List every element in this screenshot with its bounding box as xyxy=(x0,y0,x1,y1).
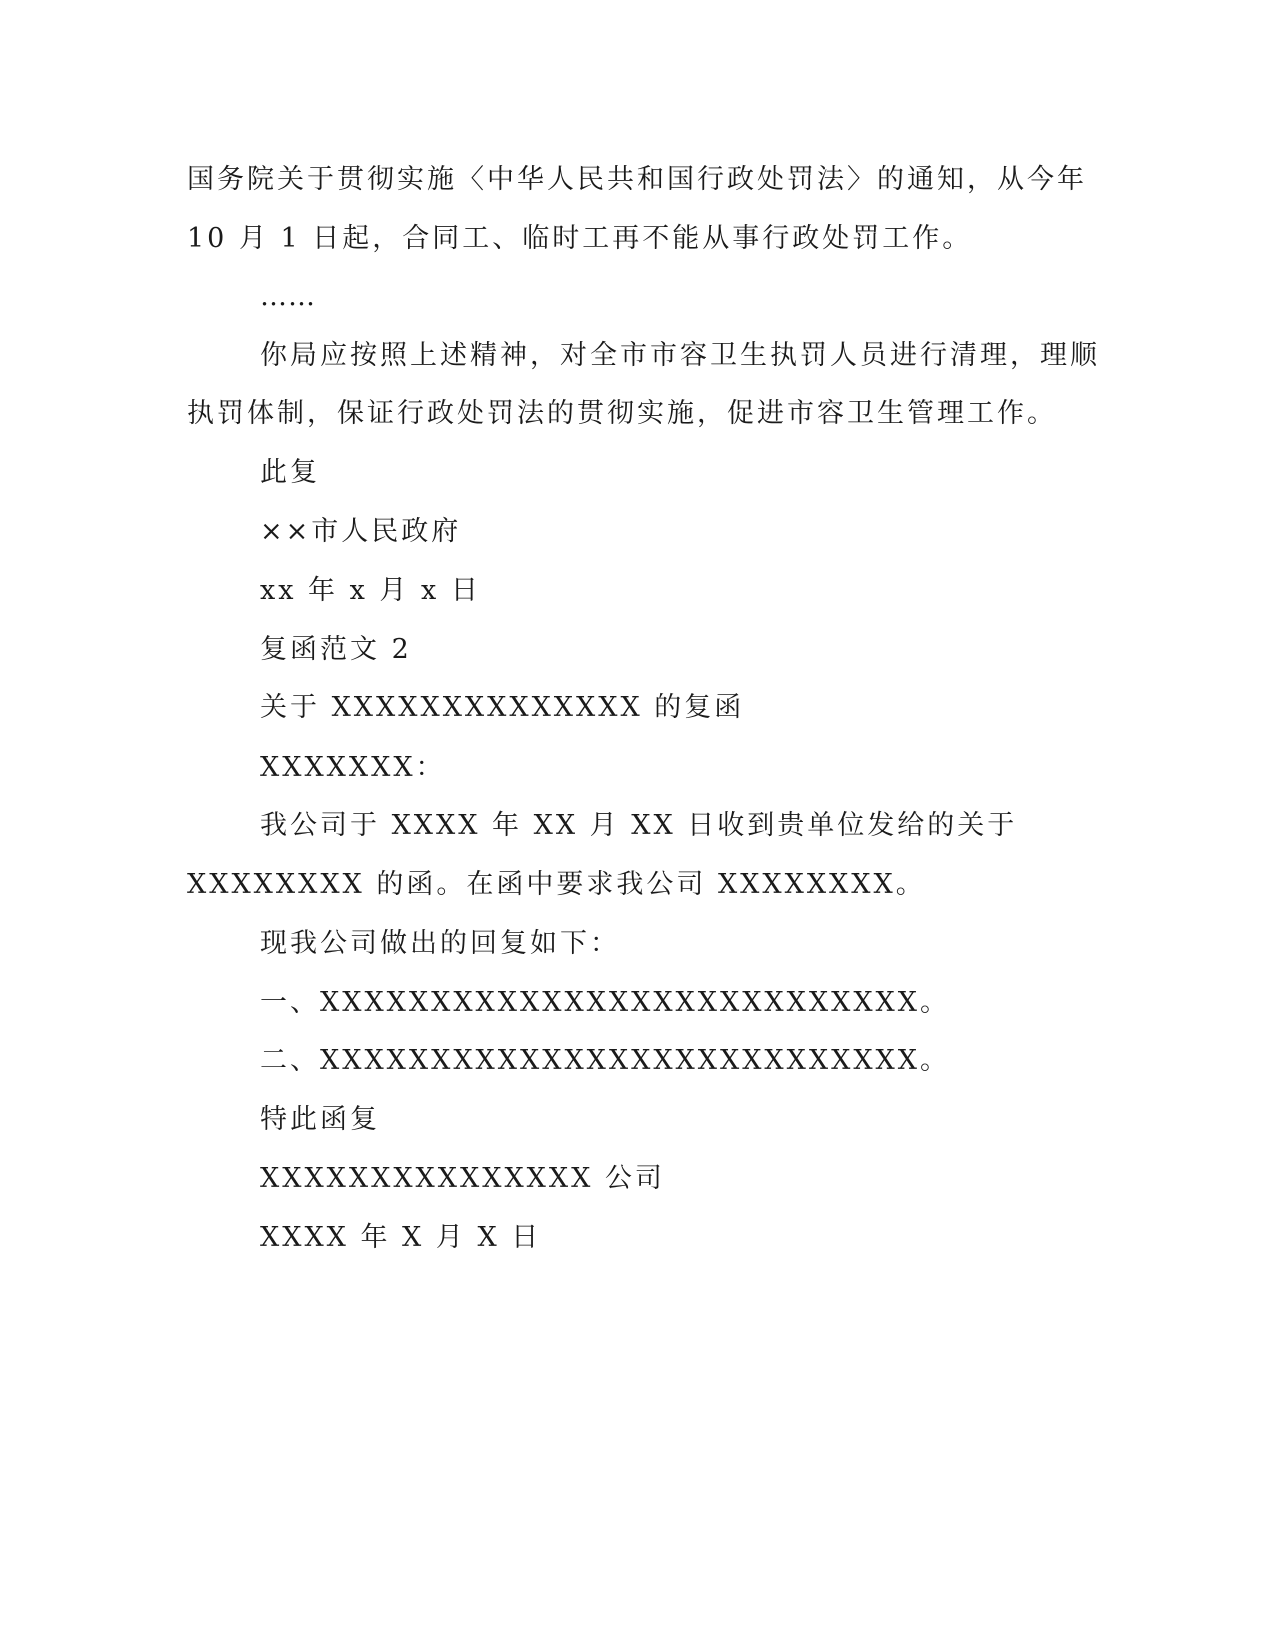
letter-title: 关于 XXXXXXXXXXXXXX 的复函 xyxy=(260,692,745,723)
body-text-line: 10 月 1 日起，合同工、临时工再不能从事行政处罚工作。 xyxy=(187,223,973,254)
section-heading: 复函范文 2 xyxy=(260,634,412,665)
closing-phrase: 特此函复 xyxy=(260,1104,380,1135)
sender-name: XXXXXXXXXXXXXXX 公司 xyxy=(260,1163,665,1194)
recipient-line: XXXXXXX： xyxy=(260,752,446,783)
ellipsis-line: …… xyxy=(260,281,316,312)
list-item: 一、XXXXXXXXXXXXXXXXXXXXXXXXXXX。 xyxy=(260,987,950,1018)
body-text-line: 我公司于 XXXX 年 XX 月 XX 日收到贵单位发给的关于 xyxy=(260,810,1018,841)
closing-phrase: 此复 xyxy=(260,457,320,488)
body-text-line: XXXXXXXX 的函。在函中要求我公司 XXXXXXXX。 xyxy=(187,869,926,900)
body-text-line: 你局应按照上述精神，对全市市容卫生执罚人员进行清理，理顺 xyxy=(260,340,1100,371)
list-item: 二、XXXXXXXXXXXXXXXXXXXXXXXXXXX。 xyxy=(260,1045,950,1076)
body-text-line: 执罚体制，保证行政处罚法的贯彻实施，促进市容卫生管理工作。 xyxy=(187,398,1057,429)
body-text-line: 现我公司做出的回复如下： xyxy=(260,928,620,959)
sender-name: ××市人民政府 xyxy=(260,516,462,547)
date-line: XXXX 年 X 月 X 日 xyxy=(260,1222,542,1253)
body-text-line: 国务院关于贯彻实施〈中华人民共和国行政处罚法〉的通知，从今年 xyxy=(187,164,1087,195)
date-line: xx 年 x 月 x 日 xyxy=(260,575,481,606)
